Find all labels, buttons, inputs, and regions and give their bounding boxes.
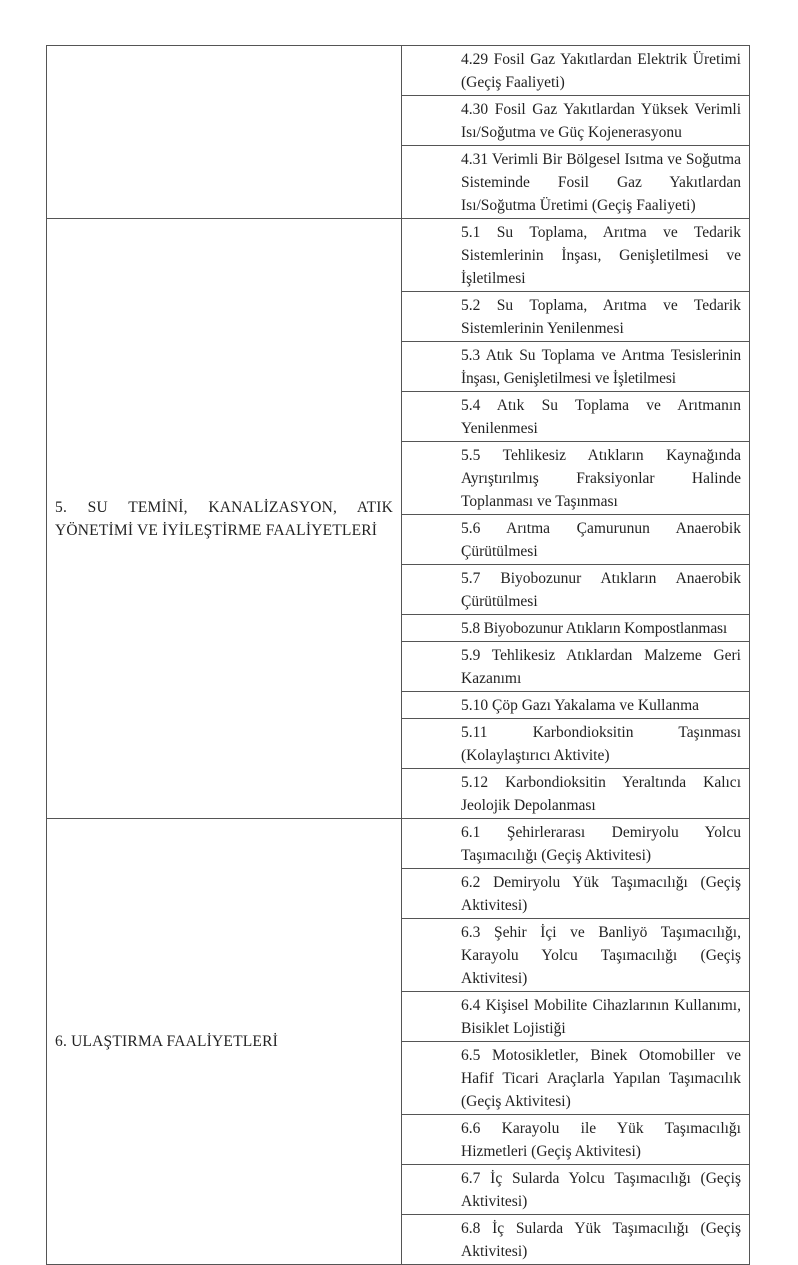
activity-item: 5.4 Atık Su Toplama ve Arıtmanın Yenilenmesi — [461, 397, 741, 437]
activity-item: 6.3 Şehir İçi ve Banliyö Taşımacılığı, Karayolu Yolcu Taşımacılığı (Geçiş Aktivitesi) — [461, 924, 741, 987]
table-row — [47, 819, 750, 869]
activity-item: 6.2 Demiryolu Yük Taşımacılığı (Geçiş Aktivitesi) — [461, 874, 741, 914]
activity-item: 6.1 Şehirlerarası Demiryolu Yolcu Taşımacılığı (Geçiş Aktivitesi) — [461, 824, 741, 864]
activity-item: 5.6 Arıtma Çamurunun Anaerobik Çürütülmesi — [461, 520, 741, 560]
activity-item: 5.3 Atık Su Toplama ve Arıtma Tesislerinin İnşası, Genişletilmesi ve İşletilmesi — [461, 347, 741, 387]
activity-item: 5.8 Biyobozunur Atıkların Kompostlanması — [461, 620, 728, 637]
activity-item: 5.11 Karbondioksitin Taşınması (Kolaylaştırıcı Aktivite) — [461, 724, 741, 764]
activity-table — [46, 45, 750, 1265]
activity-item: 5.7 Biyobozunur Atıkların Anaerobik Çürütülmesi — [461, 570, 741, 610]
activity-item: 6.4 Kişisel Mobilite Cihazlarının Kullanımı, Bisiklet Lojistiği — [461, 997, 741, 1037]
activity-item: 6.8 İç Sularda Yük Taşımacılığı (Geçiş Aktivitesi) — [461, 1220, 741, 1260]
category-cell — [47, 819, 402, 1265]
document-page — [46, 45, 750, 1265]
table-row — [47, 219, 750, 292]
activity-item: 4.31 Verimli Bir Bölgesel Isıtma ve Soğutma Sisteminde Fosil Gaz Yakıtlardan Isı/Soğutma Üretimi (Geçiş Faaliyeti) — [461, 151, 741, 214]
activity-item: 4.29 Fosil Gaz Yakıtlardan Elektrik Üretimi (Geçiş Faaliyeti) — [461, 51, 741, 91]
activity-item: 5.1 Su Toplama, Arıtma ve Tedarik Sistemlerinin İnşası, Genişletilmesi ve İşletilmesi — [461, 224, 741, 287]
activity-item: 4.30 Fosil Gaz Yakıtlardan Yüksek Verimli Isı/Soğutma ve Güç Kojenerasyonu — [461, 101, 741, 141]
table-row — [47, 46, 750, 96]
category-cell — [47, 219, 402, 819]
activity-item: 5.5 Tehlikesiz Atıkların Kaynağında Ayrıştırılmış Fraksiyonlar Halinde Toplanması ve Taşınması — [461, 447, 741, 510]
activity-item: 5.12 Karbondioksitin Yeraltında Kalıcı Jeolojik Depolanması — [461, 774, 741, 814]
activity-item: 5.9 Tehlikesiz Atıklardan Malzeme Geri Kazanımı — [461, 647, 741, 687]
activity-item: 6.5 Motosikletler, Binek Otomobiller ve Hafif Ticari Araçlarla Yapılan Taşımacılık (Geçiş Aktivitesi) — [461, 1047, 741, 1110]
activity-item: 5.2 Su Toplama, Arıtma ve Tedarik Sistemlerinin Yenilenmesi — [461, 297, 741, 337]
activity-item: 6.7 İç Sularda Yolcu Taşımacılığı (Geçiş Aktivitesi) — [461, 1170, 741, 1210]
activity-item: 6.6 Karayolu ile Yük Taşımacılığı Hizmetleri (Geçiş Aktivitesi) — [461, 1120, 741, 1160]
activity-item: 5.10 Çöp Gazı Yakalama ve Kullanma — [461, 697, 700, 714]
category-cell — [47, 46, 402, 219]
category-label: 5. SU TEMİNİ, KANALİZASYON, ATIK YÖNETİMİ VE İYİLEŞTİRME FAALİYETLERİ — [55, 498, 393, 539]
category-label: 6. ULAŞTIRMA FAALİYETLERİ — [55, 1033, 278, 1050]
